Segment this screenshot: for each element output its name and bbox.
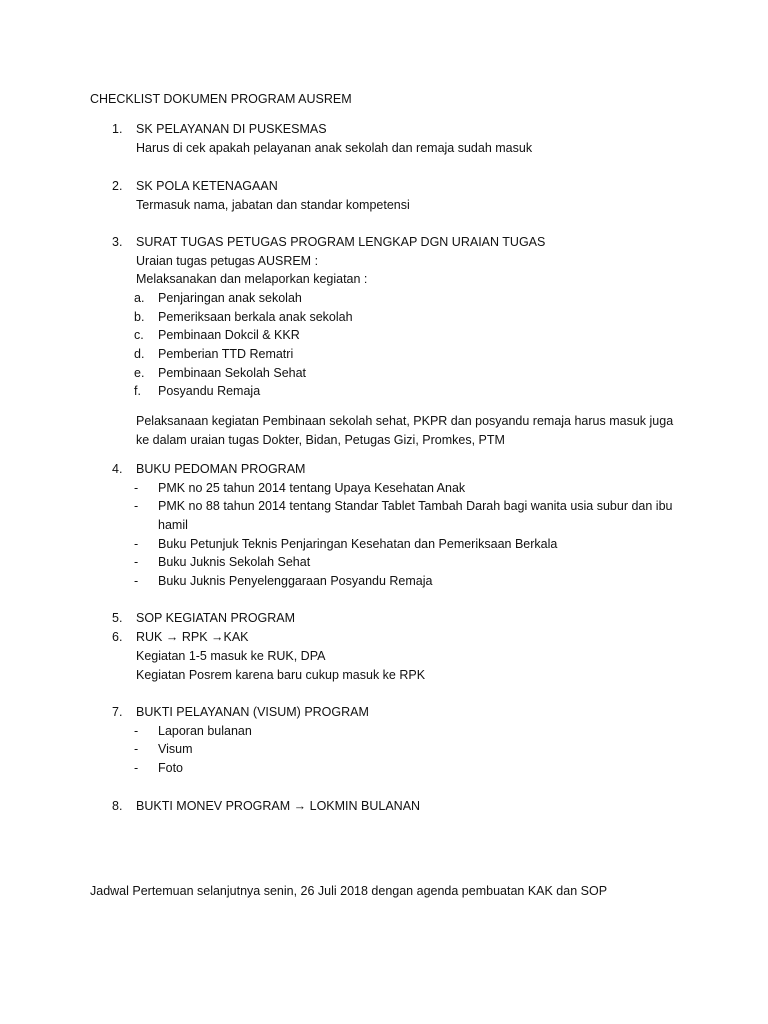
item-3-sub-text: Pembinaan Sekolah Sehat [158, 366, 307, 380]
item-8-heading: BUKTI MONEV PROGRAM → LOKMIN BULANAN [136, 799, 421, 813]
item-2-number: 2. [112, 179, 123, 193]
item-4-bullet-text: PMK no 25 tahun 2014 tentang Upaya Kesehatan Anak [158, 481, 466, 495]
item-1-line-1: Harus di cek apakah pelayanan anak sekolah dan remaja sudah masuk [136, 141, 533, 155]
item-3-sub-marker: f. [134, 384, 141, 398]
item-7-bullet-text: Foto [158, 761, 184, 775]
item-6-heading: RUK → RPK →KAK [136, 630, 249, 644]
item-7-bullet-text: Laporan bulanan [158, 724, 252, 738]
item-6-line-1: Kegiatan 1-5 masuk ke RUK, DPA [136, 649, 326, 663]
item-3-sub-marker: b. [134, 310, 145, 324]
item-3-sub-marker: a. [134, 291, 145, 305]
item-4-bullet-text: PMK no 88 tahun 2014 tentang Standar Tablet Tambah Darah bagi wanita usia subur dan ibu [158, 499, 673, 513]
item-3-sub-text: Penjaringan anak sekolah [158, 291, 302, 305]
item-6-line-2: Kegiatan Posrem karena baru cukup masuk ke RPK [136, 668, 426, 682]
item-3-sub-marker: c. [134, 328, 144, 342]
item-4-number: 4. [112, 462, 123, 476]
item-4-bullet-text: Buku Juknis Sekolah Sehat [158, 555, 311, 569]
item-3-sub-marker: d. [134, 347, 145, 361]
item-4-bullet-continuation: hamil [158, 518, 188, 532]
item-4-bullet-marker: - [134, 555, 139, 569]
item-5-number: 5. [112, 611, 123, 625]
item-3-note-line-1: Pelaksanaan kegiatan Pembinaan sekolah sehat, PKPR dan posyandu remaja harus masuk juga [136, 414, 674, 428]
item-3-heading: SURAT TUGAS PETUGAS PROGRAM LENGKAP DGN URAIAN TUGAS [136, 235, 546, 249]
item-3-sub-marker: e. [134, 366, 145, 380]
item-4-bullet-marker: - [134, 481, 139, 495]
item-4-bullet-marker: - [134, 574, 139, 588]
item-7-bullet-text: Visum [158, 742, 193, 756]
item-4-bullet-text: Buku Petunjuk Teknis Penjaringan Kesehatan dan Pemeriksaan Berkala [158, 537, 558, 551]
item-7-bullet-marker: - [134, 724, 139, 738]
meeting-schedule-note: Jadwal Pertemuan selanjutnya senin, 26 Juli 2018 dengan agenda pembuatan KAK dan SOP [90, 884, 608, 898]
document-title: CHECKLIST DOKUMEN PROGRAM AUSREM [90, 92, 352, 106]
item-3-number: 3. [112, 235, 123, 249]
item-3-sub-text: Posyandu Remaja [158, 384, 261, 398]
item-5-heading: SOP KEGIATAN PROGRAM [136, 611, 296, 625]
item-3-note-line-2: ke dalam uraian tugas Dokter, Bidan, Petugas Gizi, Promkes, PTM [136, 433, 505, 447]
item-2-heading: SK POLA KETENAGAAN [136, 179, 278, 193]
item-4-bullet-text: Buku Juknis Penyelenggaraan Posyandu Remaja [158, 574, 433, 588]
item-3-sub-text: Pemberian TTD Rematri [158, 347, 294, 361]
item-3-line-1: Uraian tugas petugas AUSREM : [136, 254, 319, 268]
item-7-bullet-marker: - [134, 742, 139, 756]
item-3-sub-text: Pemeriksaan berkala anak sekolah [158, 310, 353, 324]
item-3-line-2: Melaksanakan dan melaporkan kegiatan : [136, 272, 368, 286]
item-2-line-1: Termasuk nama, jabatan dan standar kompetensi [136, 198, 410, 212]
item-1-heading: SK PELAYANAN DI PUSKESMAS [136, 122, 327, 136]
item-4-heading: BUKU PEDOMAN PROGRAM [136, 462, 306, 476]
item-4-bullet-marker: - [134, 499, 139, 513]
item-3-sub-text: Pembinaan Dokcil & KKR [158, 328, 300, 342]
item-7-number: 7. [112, 705, 123, 719]
item-8-number: 8. [112, 799, 123, 813]
item-6-number: 6. [112, 630, 123, 644]
item-4-bullet-marker: - [134, 537, 139, 551]
item-7-heading: BUKTI PELAYANAN (VISUM) PROGRAM [136, 705, 369, 719]
item-7-bullet-marker: - [134, 761, 139, 775]
item-1-number: 1. [112, 122, 123, 136]
